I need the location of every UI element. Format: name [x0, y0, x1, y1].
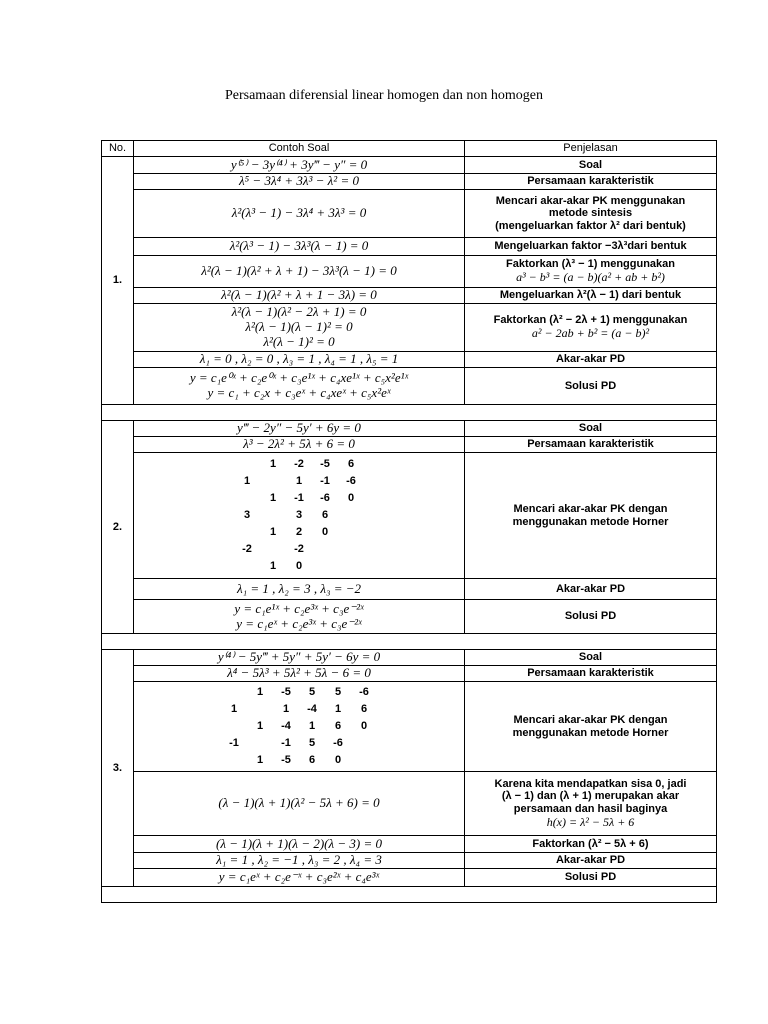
horner-value: 6: [334, 720, 342, 732]
horner-value: [234, 456, 260, 473]
horner-value: [312, 541, 338, 558]
horner-value: 1: [269, 492, 277, 504]
equation: λ⁴ − 5λ³ + 5λ² + 5λ − 6 = 0: [134, 666, 465, 682]
horner-value: 3: [243, 509, 251, 521]
header-contoh-soal: Contoh Soal: [134, 141, 465, 157]
header-no: No.: [102, 141, 134, 157]
horner-row: [234, 473, 364, 490]
explanation: Solusi PD: [465, 368, 717, 405]
table-row: [102, 650, 717, 666]
horner-value: -6: [346, 475, 356, 487]
equation: λ₁ = 1 , λ₂ = −1 , λ₃ = 2 , λ₄ = 3: [134, 853, 465, 869]
equation: λ²(λ³ − 1) − 3λ⁴ + 3λ³ = 0: [134, 190, 465, 238]
horner-value: [247, 701, 273, 718]
table-row: [102, 579, 717, 600]
explanation: Faktorkan (λ² − 5λ + 6): [465, 836, 717, 853]
example-number: 1.: [102, 157, 134, 405]
equation: λ₁ = 1 , λ₂ = 3 , λ₃ = −2: [134, 579, 465, 600]
explanation-line: h(x) = λ² − 5λ + 6: [546, 814, 635, 829]
horner-value: 6: [360, 703, 368, 715]
table-row: [102, 682, 717, 772]
horner-value: -1: [229, 737, 239, 749]
horner-value: [260, 541, 286, 558]
horner-value: [221, 684, 247, 701]
table-row: [102, 666, 717, 682]
horner-value: -6: [320, 492, 330, 504]
table-row: [102, 836, 717, 853]
horner-value: [260, 473, 286, 490]
horner-value: 0: [295, 560, 303, 572]
horner-value: [221, 718, 247, 735]
horner-row: [234, 456, 364, 473]
horner-value: 0: [334, 754, 342, 766]
example-number: 2.: [102, 421, 134, 634]
explanation-line: a³ − b³ = (a − b)(a² + ab + b²): [516, 269, 665, 284]
horner-value: [221, 752, 247, 769]
horner-value: [338, 524, 364, 541]
horner-value: [351, 735, 377, 752]
equation: λ₁ = 0 , λ₂ = 0 , λ₃ = 1 , λ₄ = 1 , λ₅ = 1: [134, 352, 465, 368]
explanation-line: Faktorkan (λ² − 2λ + 1) menggunakan: [493, 314, 688, 327]
equation: λ²(λ³ − 1) − 3λ³(λ − 1) = 0: [134, 238, 465, 256]
horner-value: 1: [295, 475, 303, 487]
explanation: [465, 304, 717, 352]
explanation: Solusi PD: [465, 869, 717, 887]
explanation: Mengeluarkan faktor −3λ³dari bentuk: [465, 238, 717, 256]
explanation-line: Faktorkan (λ³ − 1) menggunakan: [505, 258, 675, 271]
table-row: [102, 256, 717, 288]
spacer-row: [102, 634, 717, 650]
horner-value: 0: [347, 492, 355, 504]
horner-row: [234, 524, 364, 541]
equation: [134, 304, 465, 352]
horner-row: [221, 701, 377, 718]
spacer-row: [102, 405, 717, 421]
horner-value: [338, 558, 364, 575]
equation: y⁽⁴⁾ − 5y‴ + 5y″ + 5y′ − 6y = 0: [134, 650, 465, 666]
table-row: [102, 288, 717, 304]
table-row: [102, 352, 717, 368]
explanation: Akar-akar PD: [465, 853, 717, 869]
equation: λ⁵ − 3λ⁴ + 3λ³ − λ² = 0: [134, 174, 465, 190]
explanation-line: Karena kita mendapatkan sisa 0, jadi: [494, 777, 687, 790]
horner-row: [234, 541, 364, 558]
horner-value: -2: [242, 543, 252, 555]
horner-row: [234, 490, 364, 507]
horner-value: 0: [321, 526, 329, 538]
page-title: Persamaan diferensial linear homogen dan non homogen: [224, 88, 543, 103]
explanation: Solusi PD: [465, 600, 717, 634]
horner-value: 6: [321, 509, 329, 521]
horner-value: -4: [307, 703, 317, 715]
equation: λ²(λ − 1)(λ² + λ + 1 − 3λ) = 0: [134, 288, 465, 304]
horner-cell: [134, 682, 465, 772]
horner-row: [221, 718, 377, 735]
equation: y⁽⁵⁾ − 3y⁽⁴⁾ + 3y‴ − y″ = 0: [134, 157, 465, 174]
table-row: [102, 869, 717, 887]
explanation: [465, 682, 717, 772]
explanation: [465, 453, 717, 579]
horner-value: [338, 507, 364, 524]
equation-line: y = c₁e¹ˣ + c₂e³ˣ + c₃e⁻²ˣ: [234, 600, 364, 616]
horner-value: -6: [359, 686, 369, 698]
horner-value: 0: [360, 720, 368, 732]
explanation: Akar-akar PD: [465, 352, 717, 368]
equation: λ³ − 2λ² + 5λ + 6 = 0: [134, 437, 465, 453]
horner-value: 1: [334, 703, 342, 715]
explanation-line: a² − 2ab + b² = (a − b)²: [531, 325, 650, 340]
horner-row: [221, 752, 377, 769]
horner-row: [234, 507, 364, 524]
spacer-row: [102, 887, 717, 903]
equation: [134, 368, 465, 405]
equation: [134, 600, 465, 634]
explanation-line: menggunakan metode Horner: [512, 726, 669, 739]
explanation-line: persamaan dan hasil baginya: [513, 802, 668, 815]
header-penjelasan: Penjelasan: [465, 141, 717, 157]
explanation: Soal: [465, 421, 717, 437]
horner-table: [234, 456, 364, 575]
solutions-table: [101, 140, 717, 903]
horner-value: [234, 558, 260, 575]
horner-value: [338, 541, 364, 558]
explanation: Mengeluarkan λ²(λ − 1) dari bentuk: [465, 288, 717, 304]
horner-value: 1: [256, 754, 264, 766]
explanation: Persamaan karakteristik: [465, 437, 717, 453]
horner-value: -1: [320, 475, 330, 487]
horner-value: 5: [308, 686, 316, 698]
explanation: Persamaan karakteristik: [465, 666, 717, 682]
horner-value: [312, 558, 338, 575]
explanation-line: menggunakan metode Horner: [512, 515, 669, 528]
horner-value: -5: [320, 458, 330, 470]
explanation-line: Mencari akar-akar PK dengan: [513, 502, 668, 515]
equation-line: λ²(λ − 1)² = 0: [263, 333, 335, 349]
table-row: [102, 853, 717, 869]
horner-value: -2: [294, 543, 304, 555]
horner-value: 1: [269, 458, 277, 470]
equation-line: λ²(λ − 1)(λ − 1)² = 0: [245, 319, 353, 335]
horner-value: 1: [282, 703, 290, 715]
horner-cell: [134, 453, 465, 579]
equation-line: y = c₁ + c₂x + c₃eˣ + c₄xeˣ + c₅x²eˣ: [207, 385, 391, 400]
horner-value: 3: [295, 509, 303, 521]
equation: λ²(λ − 1)(λ² + λ + 1) − 3λ³(λ − 1) = 0: [134, 256, 465, 288]
table-row: [102, 368, 717, 405]
equation: y‴ − 2y″ − 5y′ + 6y = 0: [134, 421, 465, 437]
table-row: [102, 437, 717, 453]
horner-value: [247, 735, 273, 752]
horner-value: [234, 490, 260, 507]
explanation: Akar-akar PD: [465, 579, 717, 600]
explanation-line: (λ − 1) dan (λ + 1) merupakan akar: [501, 790, 680, 803]
horner-value: -1: [294, 492, 304, 504]
horner-value: 1: [269, 526, 277, 538]
horner-row: [221, 684, 377, 701]
explanation: [465, 190, 717, 238]
example-number: 3.: [102, 650, 134, 887]
horner-value: 5: [334, 686, 342, 698]
table-row: [102, 157, 717, 174]
table-row: [102, 421, 717, 437]
table-row: [102, 304, 717, 352]
table-row: [102, 772, 717, 836]
explanation-line: (mengeluarkan faktor λ² dari bentuk): [495, 219, 686, 232]
horner-value: [351, 752, 377, 769]
explanation: Persamaan karakteristik: [465, 174, 717, 190]
equation-line: y = c₁eˣ + c₂e³ˣ + c₃e⁻²ˣ: [236, 615, 362, 631]
horner-value: 2: [295, 526, 303, 538]
table-row: [102, 238, 717, 256]
horner-value: 1: [308, 720, 316, 732]
equation: y = c₁eˣ + c₂e⁻ˣ + c₃e²ˣ + c₄e³ˣ: [134, 869, 465, 887]
equation: (λ − 1)(λ + 1)(λ² − 5λ + 6) = 0: [134, 772, 465, 836]
equation: (λ − 1)(λ + 1)(λ − 2)(λ − 3) = 0: [134, 836, 465, 853]
horner-value: -6: [333, 737, 343, 749]
horner-row: [221, 735, 377, 752]
horner-value: -5: [281, 686, 291, 698]
horner-table: [221, 684, 377, 769]
table-row: [102, 453, 717, 579]
horner-value: 1: [230, 703, 238, 715]
explanation: [465, 772, 717, 836]
explanation: [465, 256, 717, 288]
table-row: [102, 600, 717, 634]
horner-value: 1: [256, 686, 264, 698]
equation-line: λ²(λ − 1)(λ² − 2λ + 1) = 0: [231, 304, 367, 320]
horner-value: -1: [281, 737, 291, 749]
horner-value: 5: [308, 737, 316, 749]
horner-value: 6: [308, 754, 316, 766]
explanation-line: Mencari akar-akar PK dengan: [513, 713, 668, 726]
table-row: [102, 190, 717, 238]
table-row: [102, 174, 717, 190]
horner-value: [234, 524, 260, 541]
explanation: Soal: [465, 157, 717, 174]
horner-row: [234, 558, 364, 575]
explanation: Soal: [465, 650, 717, 666]
horner-value: 1: [269, 560, 277, 572]
horner-value: 1: [256, 720, 264, 732]
horner-value: -5: [281, 754, 291, 766]
horner-value: -4: [281, 720, 291, 732]
table-header-row: [102, 141, 717, 157]
horner-value: -2: [294, 458, 304, 470]
equation-line: y = c₁e⁰ˣ + c₂e⁰ˣ + c₃e¹ˣ + c₄xe¹ˣ + c₅x²e¹ˣ: [189, 370, 409, 386]
horner-value: [260, 507, 286, 524]
explanation-line: Mencari akar-akar PK menggunakan: [495, 194, 686, 207]
explanation-line: metode sintesis: [548, 207, 633, 220]
horner-value: 1: [243, 475, 251, 487]
horner-value: 6: [347, 458, 355, 470]
